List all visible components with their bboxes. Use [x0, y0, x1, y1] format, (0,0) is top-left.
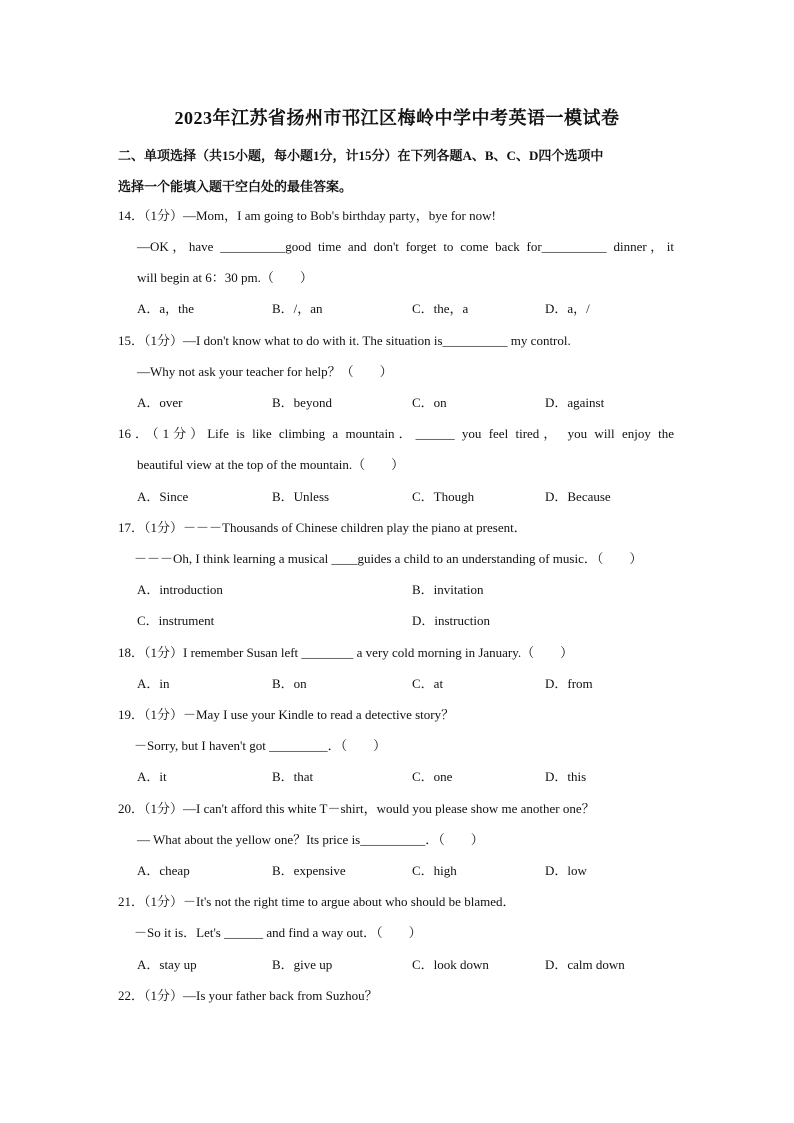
question-17-stem: 17．（1分）－－－Thousands of Chinese children play the piano at present．	[118, 520, 527, 535]
question-20-option-b[interactable]: B．expensive	[272, 863, 346, 878]
question-14-option-d[interactable]: D．a，/	[545, 301, 590, 316]
question-17-line-2: －－－Oh, I think learning a musical ____guides a child to an understanding of music．（ ）	[134, 551, 643, 566]
question-14-stem: 14．（1分）—Mom，I am going to Bob's birthday party，bye for now!	[118, 208, 496, 223]
question-21-line-2: －So it is．Let's ______ and find a way out．（ ）	[134, 925, 422, 940]
question-18-option-b[interactable]: B．on	[272, 676, 307, 691]
question-16-line-2: beautiful view at the top of the mountain.（ ）	[137, 457, 405, 472]
question-14-option-b[interactable]: B．/，an	[272, 301, 323, 316]
question-18-stem: 18．（1分）I remember Susan left ________ a very cold morning in January.（ ）	[118, 645, 574, 660]
question-15-option-a[interactable]: A．over	[137, 395, 183, 410]
question-20-line-2: — What about the yellow one？Its price is__________．（ ）	[137, 832, 484, 847]
question-19-option-b[interactable]: B．that	[272, 769, 314, 784]
section-instruction-line-1: 二、单项选择（共15小题，每小题1分，计15分）在下列各题A、B、C、D四个选项中	[118, 148, 604, 163]
question-19-stem: 19．（1分）－May I use your Kindle to read a detective story？	[118, 707, 455, 722]
question-17-option-b[interactable]: B．invitation	[412, 582, 484, 597]
question-17-option-a[interactable]: A．introduction	[137, 582, 223, 597]
question-16-option-d[interactable]: D．Because	[545, 489, 611, 504]
question-17-option-d[interactable]: D．instruction	[412, 613, 490, 628]
question-17-option-c[interactable]: C．instrument	[137, 613, 215, 628]
question-19-option-c[interactable]: C．one	[412, 769, 453, 784]
question-16-stem: 16．（1分）Life is like climbing a mountain．______ you feel tired， you will enjoy the	[118, 426, 674, 441]
question-22-stem: 22．（1分）—Is your father back from Suzhou？	[118, 988, 378, 1003]
question-21-option-b[interactable]: B．give up	[272, 957, 333, 972]
question-21-stem: 21．（1分）－It's not the right time to argue about who should be blamed．	[118, 894, 516, 909]
question-16-option-b[interactable]: B．Unless	[272, 489, 330, 504]
question-20-option-c[interactable]: C．high	[412, 863, 457, 878]
question-20-option-d[interactable]: D．low	[545, 863, 587, 878]
question-18-option-a[interactable]: A．in	[137, 676, 170, 691]
section-instruction-line-2: 选择一个能填入题干空白处的最佳答案。	[118, 179, 353, 194]
question-15-option-d[interactable]: D．against	[545, 395, 605, 410]
question-14-option-c[interactable]: C．the，a	[412, 301, 469, 316]
question-15-option-c[interactable]: C．on	[412, 395, 447, 410]
question-14-line-3: will begin at 6：30 pm.（ ）	[137, 270, 313, 285]
question-19-option-d[interactable]: D．this	[545, 769, 587, 784]
question-18-option-d[interactable]: D．from	[545, 676, 593, 691]
question-21-option-c[interactable]: C．look down	[412, 957, 489, 972]
question-15-option-b[interactable]: B．beyond	[272, 395, 332, 410]
question-15-stem: 15．（1分）—I don't know what to do with it. The situation is__________ my control.	[118, 333, 571, 348]
question-21-option-a[interactable]: A．stay up	[137, 957, 197, 972]
question-21-option-d[interactable]: D．calm down	[545, 957, 625, 972]
question-15-line-2: —Why not ask your teacher for help？（ ）	[137, 364, 393, 379]
question-16-option-a[interactable]: A．Since	[137, 489, 189, 504]
question-19-line-2: －Sorry, but I haven't got _________．（ ）	[134, 738, 387, 753]
page-title: 2023年江苏省扬州市邗江区梅岭中学中考英语一模试卷	[174, 108, 620, 128]
section-instruction	[118, 140, 698, 202]
question-14-line-2: —OK，have __________good time and don't forget to come back for__________ dinner，it	[137, 239, 674, 254]
question-20-option-a[interactable]: A．cheap	[137, 863, 190, 878]
question-16-option-c[interactable]: C．Though	[412, 489, 475, 504]
question-14-option-a[interactable]: A．a，the	[137, 301, 195, 316]
question-19-option-a[interactable]: A．it	[137, 769, 167, 784]
question-18-option-c[interactable]: C．at	[412, 676, 444, 691]
question-20-stem: 20．（1分）—I can't afford this white T－shirt，would you please show me another one？	[118, 801, 595, 816]
